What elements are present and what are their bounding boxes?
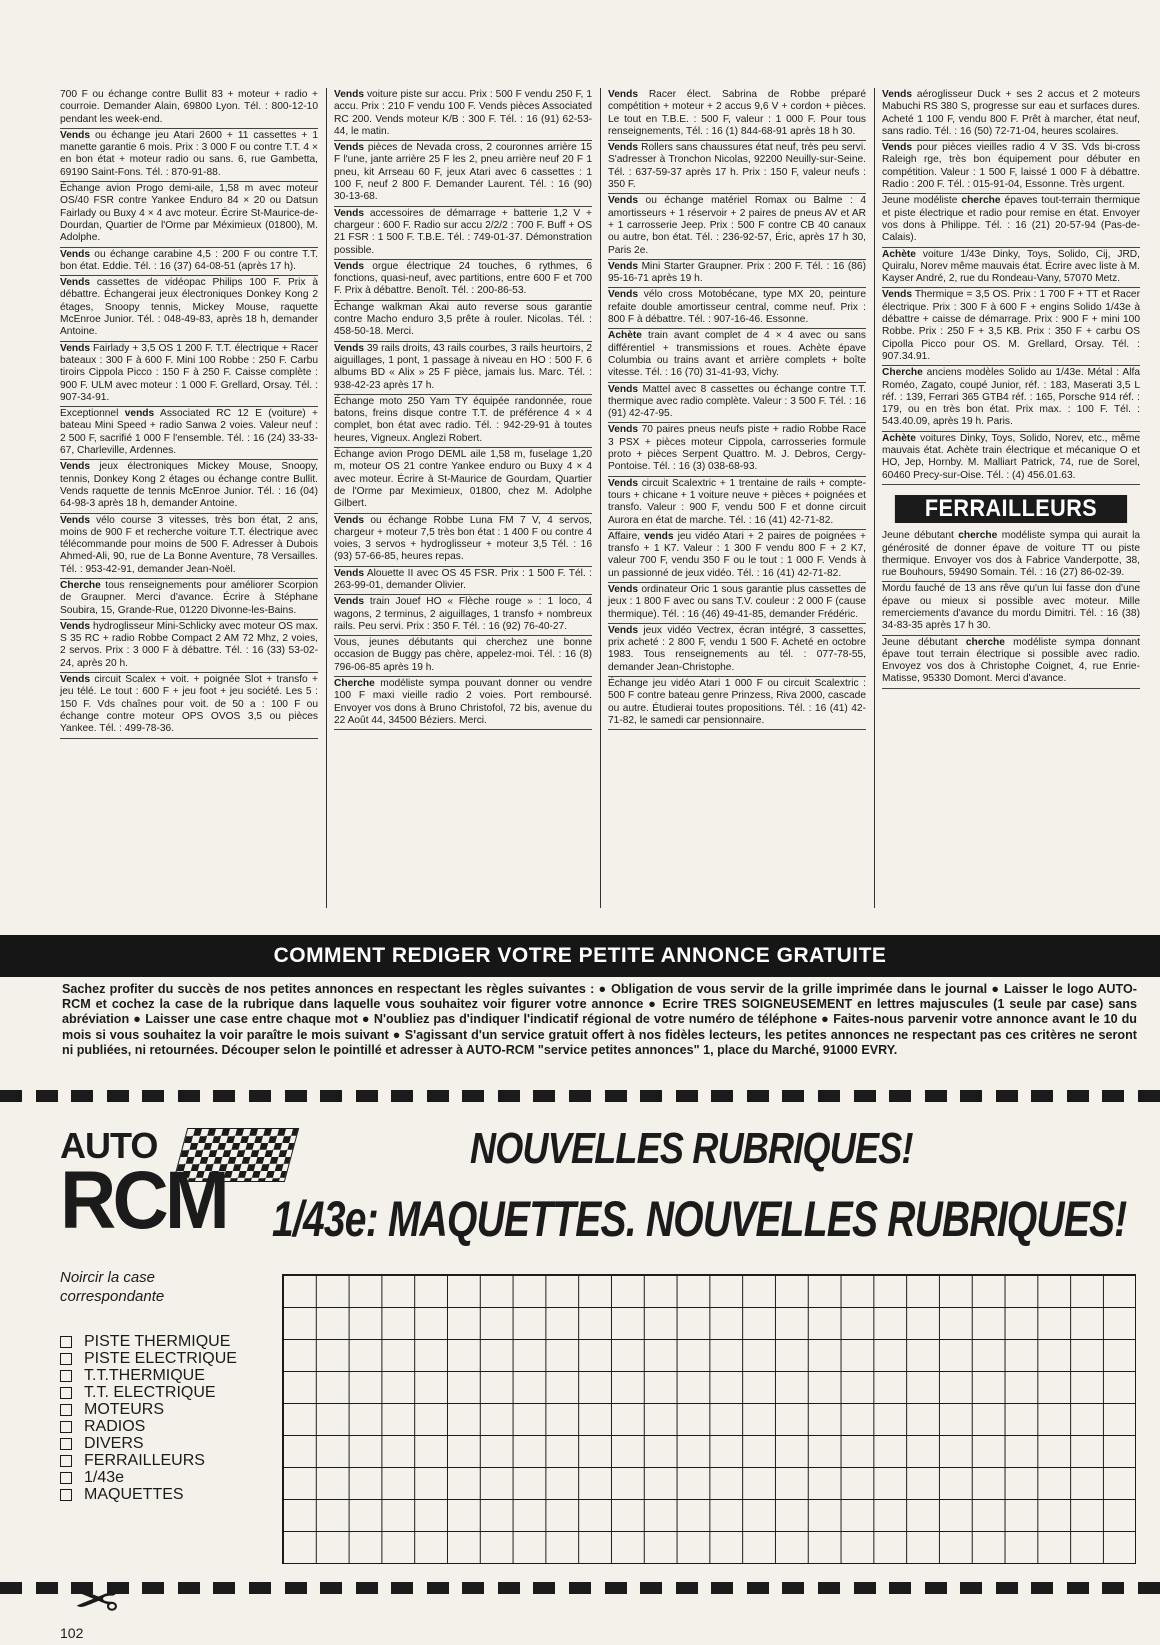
classified-ad: Vends circuit Scalextric + 1 trentaine de rails + compte-tours + chicane + 1 voiture neuve + pièces + poignées et transfo. Valeur : 900 F, vendu 500 F et donne circuit Aurora en état de marche. Tél. : 16 (41) 42-71-82. bbox=[608, 477, 866, 530]
dash-mark bbox=[142, 1090, 164, 1102]
dash-mark bbox=[356, 1090, 378, 1102]
classified-ad: Vends ou échange matériel Romax ou Balme : 4 amortisseurs + 1 réservoir + 2 paires de pneus AV et AR + 1 carrosserie Jeep. Prix : 500 F contre CB 40 canaux ou autre, bon état. Tél. : 236-92-57, Éric, après 17 h 30, Paris 2e. bbox=[608, 194, 866, 259]
dash-mark bbox=[1031, 1582, 1053, 1594]
scissors-icon: ✂ bbox=[74, 1567, 120, 1627]
rubrique-option[interactable] bbox=[60, 1367, 237, 1384]
column-rule bbox=[600, 88, 601, 908]
dash-mark bbox=[0, 1090, 22, 1102]
dash-mark bbox=[391, 1090, 413, 1102]
dash-mark bbox=[1031, 1090, 1053, 1102]
checkbox-icon[interactable] bbox=[60, 1438, 72, 1450]
dash-mark bbox=[427, 1090, 449, 1102]
dash-mark bbox=[498, 1090, 520, 1102]
classified-ad: Jeune modéliste cherche épaves tout-terrain thermique et piste électrique et radio pour remise en état. Envoyer vos dons à Philippe. Tél. : 16 (21) 20-57-94 (Pas-de-Calais). bbox=[882, 194, 1140, 247]
classified-ad: Vends Mini Starter Graupner. Prix : 200 F. Tél. : 16 (86) 95-16-71 après 19 h. bbox=[608, 260, 866, 289]
classified-columns bbox=[60, 88, 1140, 908]
dash-mark bbox=[640, 1090, 662, 1102]
classified-ad: Vends ordinateur Oric 1 sous garantie plus cassettes de jeux : 1 800 F avec ou sans T.V. couleur : 2 000 F (cause thermique). Tél. : 16 (46) 49-41-85, demander Frédéric. bbox=[608, 583, 866, 624]
checkbox-icon[interactable] bbox=[60, 1387, 72, 1399]
classified-ad: Vends orgue électrique 24 touches, 6 rythmes, 6 fonctions, quasi-neuf, avec partitions, entre 600 F et 700 F. Prix à débattre. Benoît. Tél. : 200-86-53. bbox=[334, 260, 592, 301]
auto-rcm-logo bbox=[60, 1125, 290, 1246]
rubrique-option[interactable] bbox=[60, 1486, 237, 1503]
dash-mark bbox=[996, 1582, 1018, 1594]
dash-mark bbox=[249, 1090, 271, 1102]
dash-mark bbox=[996, 1090, 1018, 1102]
dash-mark bbox=[747, 1090, 769, 1102]
classified-ad: Achète voiture 1/43e Dinky, Toys, Solido, Cij, JRD, Quiralu, Norev même mauvais état. Écrire avec liste à M. Kayser André, 2, rue du Rondeau-Vany, 57070 Metz. bbox=[882, 248, 1140, 289]
logo-rcm-text: RCM bbox=[60, 1155, 227, 1246]
dash-mark bbox=[925, 1582, 947, 1594]
rubrique-option[interactable] bbox=[60, 1469, 237, 1486]
classified-ad: Exceptionnel vends Associated RC 12 E (voiture) + bateau Mini Speed + radio Sanwa 2 voies. Valeur neuf : 2 500 F, sacrifié 1 000 F l'ensemble. Tél. : 16 (24) 33-33-67, Charleville, Ardennes. bbox=[60, 407, 318, 460]
dash-mark bbox=[533, 1090, 555, 1102]
classified-ad: Vends vélo cross Motobécane, type MX 20, peinture refaite double amortisseur central, comme neuf. Prix : 800 F à débattre. Tél. : 907-16-46. Essonne. bbox=[608, 288, 866, 329]
dash-mark bbox=[533, 1582, 555, 1594]
classified-ad: Affaire, vends jeu vidéo Atari + 2 paires de poignées + transfo + 1 K7. Valeur : 1 300 F vendu 800 F + 2 K7, valeur 700 F, vendu 350 F ou le tout : 1 000 F. Vends à un passionné de jeux vidéo. Tél. : 16 (41) 42-71-82. bbox=[608, 530, 866, 583]
classified-ad: Jeune débutant cherche modéliste sympa qui aurait la générosité de donner épave de voiture TT ou piste thermique. Envoyer vos dos à Fabrice Vanderpotte, 38, rue Bouhours, 59490 Somain. Tél. : 16 (27) 86-02-39. bbox=[882, 529, 1140, 582]
rubrique-label: MOTEURS bbox=[84, 1401, 164, 1418]
how-to-write-banner: COMMENT REDIGER VOTRE PETITE ANNONCE GRATUITE bbox=[0, 935, 1160, 977]
dash-mark bbox=[676, 1582, 698, 1594]
classified-ad: Vends Racer élect. Sabrina de Robbe préparé compétition + moteur + 2 accus 9,6 V + cordon + pièces. Le tout en T.B.E. : 500 F, valeur : 1 000 F. Pour tous renseignements, Tél. : 16 (1) 844-68-91 après 18 h 30. bbox=[608, 88, 866, 141]
classified-ad: Cherche tous renseignements pour améliorer Scorpion de Graupner. Merci d'avance. Écrire à Stéphane Soubira, 15, Grande-Rue, 01220 Divonne-les-Bains. bbox=[60, 579, 318, 620]
dash-mark bbox=[36, 1582, 58, 1594]
dash-mark bbox=[854, 1582, 876, 1594]
dash-mark bbox=[711, 1090, 733, 1102]
checkbox-icon[interactable] bbox=[60, 1472, 72, 1484]
classified-ad: Vends pour pièces vieilles radio 4 V 3S. Vds bi-cross Raleigh rge, très bon équipement pour débuter en compétition. Valeur : 1 500 F, laissé 1 000 F à débattre. Radio : 200 F. Tél. : 015-91-04, Essonne. Très urgent. bbox=[882, 141, 1140, 194]
classified-ad: Vous, jeunes débutants qui cherchez une bonne occasion de Buggy pas chère, appelez-moi. Tél. : 16 (8) 796-06-85 après 19 h. bbox=[334, 636, 592, 677]
classified-ad: Vends Thermique = 3,5 OS. Prix : 1 700 F + TT et Racer électrique. Prix : 300 F à 600 F + engins Solido 1/43e à débattre + caisse de démarrage. Prix : 900 F + mini 100 Robbe. Prix : 250 F + 3,5 KB. Prix : 350 F + carbu OS Cipolla Picco pour OS. M. Grellard, Orsay. Tél. : 907.34.91. bbox=[882, 288, 1140, 366]
column-rule bbox=[874, 88, 875, 908]
rules-paragraph: Sachez profiter du succès de nos petites annonces en respectant les règles suivantes : ● Obligation de vous servir de la grille imprimée dans le journal ● Laisser le logo AUTO-RCM et cochez la case de la rubrique dans laquelle vous souhaitez voir figurer votre annonce ● Ecrire TRES SOIGNEUSEMENT en lettres majuscules (1 seule par case) sans abréviation ● Laisser une case entre chaque mot ● N'oubliez pas d'indiquer l'indicatif régional de votre numéro de téléphone ● Faites-nous parvenir votre annonce avant le 10 du mois si vous souhaitez la voir paraître le mois suivant ● S'agissant d'un service gratuit offert à nos fidèles lecteurs, les petites annonces ne respectant pas ces critères ne seront ni publiées, ni retournées. Découper selon le pointillé et adresser à AUTO-RCM "service petites annonces" 1, place du Marché, 91000 EVRY. bbox=[62, 982, 1137, 1057]
rubrique-label: RADIOS bbox=[84, 1418, 146, 1435]
dash-mark bbox=[1138, 1582, 1160, 1594]
rubrique-label: PISTE THERMIQUE bbox=[84, 1333, 231, 1350]
rubrique-label: 1/43e bbox=[84, 1469, 125, 1486]
dash-mark bbox=[1067, 1090, 1089, 1102]
classified-ad: Cherche anciens modèles Solido au 1/43e. Métal : Alfa Roméo, Zagato, coupé Junior, réf. : 183, Maserati 3,5 L réf. : 139, Ferrari 365 GTB4 réf. : 165, Porsche 914 réf. : 179, ou en très bon état. Prix max. : 100 F. Tél. : 543.40.09, après 19 h. Paris. bbox=[882, 366, 1140, 431]
section-heading-ferrailleurs: FERRAILLEURS bbox=[895, 495, 1127, 523]
dash-mark bbox=[1102, 1582, 1124, 1594]
classified-ad: Vends Rollers sans chaussures état neuf, très peu servi. S'adresser à Tronchon Nicolas, 92200 Neuilly-sur-Seine. Tél. : 637-59-37 après 17 h. Prix : 150 F, valeur neufs : 350 F. bbox=[608, 141, 866, 194]
promo-headline-1: NOUVELLES RUBRIQUES! bbox=[470, 1124, 913, 1173]
rubrique-label: FERRAILLEURS bbox=[84, 1452, 205, 1469]
rubrique-option[interactable] bbox=[60, 1384, 237, 1401]
checkbox-icon[interactable] bbox=[60, 1489, 72, 1501]
classified-ad: Vends train Jouef HO « Flèche rouge » : 1 loco, 4 wagons, 2 terminus, 2 aiguillages, 1 transfo + nombreux rails. Peu servi. Prix : 350 F. Tél. : 16 (92) 76-40-27. bbox=[334, 595, 592, 636]
checkbox-icon[interactable] bbox=[60, 1421, 72, 1433]
dash-mark bbox=[925, 1090, 947, 1102]
dash-mark bbox=[818, 1582, 840, 1594]
dash-mark bbox=[676, 1090, 698, 1102]
dash-mark bbox=[818, 1090, 840, 1102]
classified-ad: Vends ou échange jeu Atari 2600 + 11 cassettes + 1 manette garantie 6 mois. Prix : 3 000 F ou contre T.T. 4 × en bon état + moteur radio ou sans. 6, rue Gambetta, 69190 Saint-Fons. Tél. : 870-91-88. bbox=[60, 129, 318, 182]
dash-mark bbox=[960, 1582, 982, 1594]
dash-mark bbox=[71, 1090, 93, 1102]
dash-mark bbox=[782, 1090, 804, 1102]
dash-mark bbox=[142, 1582, 164, 1594]
classified-ad: Vends Fairlady + 3,5 OS 1 200 F. T.T. électrique + Racer bateaux : 300 F à 600 F. Mini 100 Robbe : 250 F. Carbu tiroirs Cippola Picco : 150 F à 250 F. Caisse complète : 900 F. ULM avec moteur : 1 000 F. Grellard, Orsay. Tél. : 907-34-91. bbox=[60, 342, 318, 407]
classified-ad: Vends ou échange carabine 4,5 : 200 F ou contre T.T. bon état. Eddie. Tél. : 16 (37) 64-08-51 (après 17 h). bbox=[60, 248, 318, 277]
rubrique-label: MAQUETTES bbox=[84, 1486, 184, 1503]
dash-mark bbox=[213, 1090, 235, 1102]
dash-mark bbox=[605, 1090, 627, 1102]
classified-ad: Vends aéroglisseur Duck + ses 2 accus et 2 moteurs Mabuchi RS 380 S, progresse sur eau et surfaces dures. Acheté 1 100 F, vendu 800 F. Prêt à marcher, état neuf, sans radio. Tél. : 16 (50) 72-71-04, heures scolaires. bbox=[882, 88, 1140, 141]
ad-column-3 bbox=[608, 88, 866, 730]
dash-mark bbox=[391, 1582, 413, 1594]
ad-column-2 bbox=[334, 88, 592, 730]
dash-mark bbox=[1067, 1582, 1089, 1594]
dash-mark bbox=[889, 1090, 911, 1102]
checkbox-icon[interactable] bbox=[60, 1370, 72, 1382]
classified-ad: Vends Alouette II avec OS 45 FSR. Prix : 1 500 F. Tél. : 263-99-01, demander Olivier. bbox=[334, 567, 592, 596]
rubrique-label: T.T. ELECTRIQUE bbox=[84, 1384, 216, 1401]
classified-ad: Vends Mattel avec 8 cassettes ou échange contre T.T. thermique avec radio complète. Valeur : 3 500 F. Tél. : 16 (91) 42-47-95. bbox=[608, 383, 866, 424]
checkbox-icon[interactable] bbox=[60, 1455, 72, 1467]
rubrique-option[interactable] bbox=[60, 1418, 237, 1435]
classified-ad: 700 F ou échange contre Bullit 83 + moteur + radio + courroie. Demander Alain, 69800 Lyon. Tél. : 800-12-10 pendant les week-end. bbox=[60, 88, 318, 129]
rubrique-label: PISTE ELECTRIQUE bbox=[84, 1350, 237, 1367]
form-hint: Noircir la case correspondante bbox=[60, 1269, 165, 1305]
classified-ad: Vends circuit Scalex + voit. + poignée Slot + transfo + jeu télé. Le tout : 600 F + jeu foot + jeu société. Les 5 : 150 F. Vds chaînes pour voit. de 50 a : 100 F ou échange contre moteur OPS OVOS 3,5 ou pièces Yankee. Tél. : 499-78-36. bbox=[60, 673, 318, 738]
dash-mark bbox=[0, 1582, 22, 1594]
cut-line-bottom bbox=[0, 1582, 1160, 1598]
classified-ad: Vends ou échange Robbe Luna FM 7 V, 4 servos, chargeur + moteur 7,5 très bon état : 1 400 F ou contre 4 voies, 3 servos + hydroglisseur + moteur 3,5 Tél. : 16 (93) 57-66-85, heures repas. bbox=[334, 514, 592, 567]
rubrique-option[interactable] bbox=[60, 1401, 237, 1418]
dash-mark bbox=[213, 1582, 235, 1594]
dash-mark bbox=[178, 1582, 200, 1594]
logo-auto-text: AUTO bbox=[60, 1125, 158, 1166]
dash-mark bbox=[782, 1582, 804, 1594]
ad-writing-grid[interactable] bbox=[282, 1274, 1136, 1564]
dash-mark bbox=[285, 1582, 307, 1594]
cut-line-top bbox=[0, 1090, 1160, 1106]
ad-column-1 bbox=[60, 88, 318, 739]
classified-ad: Mordu fauché de 13 ans rêve qu'un lui fasse don d'une épave ou mieux si possible avec moteur. Mille remerciements d'avance du mordu Dimitri. Tél. : 16 (38) 34-83-35 après 17 h 30. bbox=[882, 582, 1140, 635]
dash-mark bbox=[960, 1090, 982, 1102]
classified-ad: Achète train avant complet de 4 × 4 avec ou sans différentiel + transmissions et roues. Achète épave Columbia ou trains avant et arrière complets + boîte vitesse. Tél. : 16 (70) 31-41-93, Vichy. bbox=[608, 329, 866, 382]
classified-ad: Vends accessoires de démarrage + batterie 1,2 V + chargeur : 600 F. Radio sur accu 2/2/2 : 700 F. Buff + OS 21 FSR : 1 500 F. T.B.E. Tél. : 749-01-37. Démonstration possible. bbox=[334, 207, 592, 260]
rubrique-label: T.T.THERMIQUE bbox=[84, 1367, 205, 1384]
dash-mark bbox=[462, 1090, 484, 1102]
classified-ad: Vends cassettes de vidéopac Philips 100 F. Prix à débattre. Échangerai jeux électroniques Donkey Kong 2 étages, Snoopy tennis, Mickey Mouse, raquette McEnroe Junior. Tél. : 048-49-83, après 18 h, demander Antoine. bbox=[60, 276, 318, 341]
classified-ad: Vends 39 rails droits, 43 rails courbes, 3 rails heurtoirs, 2 aiguillages, 1 pont, 1 passage à niveau en HO : 500 F. 6 albums BD « Alix » 25 F pièce, jamais lus. Marc. Tél. : 938-42-23 après 17 h. bbox=[334, 342, 592, 395]
rubrique-option[interactable] bbox=[60, 1333, 237, 1350]
page-number: 102 bbox=[60, 1625, 84, 1641]
dash-mark bbox=[605, 1582, 627, 1594]
dash-mark bbox=[178, 1090, 200, 1102]
classified-ad: Achète voitures Dinky, Toys, Solido, Norev, etc., même mauvais état. Achète train électrique et mécanique O et HO, Jep, Hornby. M. Malliart Patrick, 74, rue de Sorel, 60460 Precy-sur-Oise. Tél. : (4) 456.01.63. bbox=[882, 432, 1140, 485]
rubrique-option[interactable] bbox=[60, 1452, 237, 1469]
dash-mark bbox=[107, 1090, 129, 1102]
dash-mark bbox=[285, 1090, 307, 1102]
classified-ad: Vends voiture piste sur accu. Prix : 500 F vendu 250 F, 1 accu. Prix : 210 F vendu 100 F. Vends pièces Associated RC 200. Vends moteur K/B : 300 F. Tél. : 16 (91) 62-53-44, le matin. bbox=[334, 88, 592, 141]
dash-mark bbox=[889, 1582, 911, 1594]
checkbox-icon[interactable] bbox=[60, 1353, 72, 1365]
dash-mark bbox=[1138, 1090, 1160, 1102]
classified-ad: Échange avion Progo DEML aile 1,58 m, fuselage 1,20 m, moteur OS 21 contre Yankee enduro ou Buxy 4 × 4 avec moteur. Écrire à St-Maurice de Gourdam, Quartier de l'Orme par Meximieux, 01800, chez M. Adolphe Gilbert. bbox=[334, 448, 592, 513]
checkbox-icon[interactable] bbox=[60, 1404, 72, 1416]
rubrique-option[interactable] bbox=[60, 1350, 237, 1367]
classified-ad: Jeune débutant cherche modéliste sympa donnant épave tout terrain électrique si possible avec radio. Envoyez vos dos à Christophe Coignet, 4, rue Enrie-Matisse, 95330 Domont. Merci d'avance. bbox=[882, 636, 1140, 689]
dash-mark bbox=[498, 1582, 520, 1594]
classified-ad: Échange jeu vidéo Atari 1 000 F ou circuit Scalextric : 500 F contre bateau genre Prinzess, Riva 2000, cascade ou autre. Étudierai toutes propositions. Tél. : 16 (41) 42-71-82, le samedi car pensionnaire. bbox=[608, 677, 866, 730]
classified-ad: Échange avion Progo demi-aile, 1,58 m avec moteur OS/40 FSR contre Yankee Enduro 84 × 20 ou Datsun Fairlady ou Buxy 4 × 4 avc moteur. Écrire St-Maurice-de-Dourdan, Quartier de l'Orme par Méximieux (01800), M. Adolphe. bbox=[60, 182, 318, 247]
classified-ad: Échange moto 250 Yam TY équipée randonnée, roue batons, freins disque contre T.T. de préférence 4 × 4 complet, bon état avec radio. Tél. : 942-29-91 à toutes heures, Vigneux. Anglezi Robert. bbox=[334, 395, 592, 448]
dash-mark bbox=[569, 1090, 591, 1102]
dash-mark bbox=[711, 1582, 733, 1594]
rubrique-checklist bbox=[60, 1333, 237, 1503]
dash-mark bbox=[747, 1582, 769, 1594]
classified-ad: Vends jeux vidéo Vectrex, écran intégré, 3 cassettes, prix acheté : 2 800 F, vendu 1 500 F. Acheté en octobre 1983. Tous renseignements au tél. : 077-78-55, demander Jean-Christophe. bbox=[608, 624, 866, 677]
classified-ad: Vends jeux électroniques Mickey Mouse, Snoopy, tennis, Donkey Kong 2 étages ou échange contre Bullit. Vends raquette de tennis McEnroe Junior. Tél. : 16 (04) 64-98-3 après 18 h, demander Antoine. bbox=[60, 460, 318, 513]
checkbox-icon[interactable] bbox=[60, 1336, 72, 1348]
dash-mark bbox=[854, 1090, 876, 1102]
dash-mark bbox=[356, 1582, 378, 1594]
dash-mark bbox=[320, 1090, 342, 1102]
classified-ad: Vends hydroglisseur Mini-Schlicky avec moteur OS max. S 35 RC + radio Robbe Compact 2 AM 72 Mhz, 2 voies, 2 servos. Prix : 3 000 F à débattre. Tél. : 16 (33) 53-02-24, après 20 h. bbox=[60, 620, 318, 673]
rubrique-option[interactable] bbox=[60, 1435, 237, 1452]
classified-ad: Vends vélo course 3 vitesses, très bon état, 2 ans, moins de 900 F et recherche voiture T.T. électrique avec télécommande pour moins de 500 F. Adresser à Dubois Ahmed-Ali, 90, rue de La Bonne Aventure, 78 Versailles. Tél. : 953-42-91, demander Jean-Noël. bbox=[60, 514, 318, 579]
classified-ad: Cherche modéliste sympa pouvant donner ou vendre 100 F maxi vieille radio 2 voies. Port remboursé. Envoyer vos dons à Bruno Christofol, 72 bis, avenue du 22 Août 44, 34500 Béziers. Merci. bbox=[334, 677, 592, 730]
ad-column-4 bbox=[882, 88, 1140, 689]
dash-mark bbox=[36, 1090, 58, 1102]
classified-ad: Vends pièces de Nevada cross, 2 couronnes arrière 15 F l'une, jante arrière 25 F les 2, pneu arrière neuf 20 F 1 pneu, kit Arrseau 60 F, jeux Atari avec 6 cassettes : 1 100 F, neuf 2 800 F. Demander Laurent. Tél. : 16 (90) 30-13-68. bbox=[334, 141, 592, 206]
dash-mark bbox=[427, 1582, 449, 1594]
rubrique-label: DIVERS bbox=[84, 1435, 144, 1452]
dash-mark bbox=[249, 1582, 271, 1594]
dash-mark bbox=[462, 1582, 484, 1594]
dash-mark bbox=[569, 1582, 591, 1594]
column-rule bbox=[326, 88, 327, 908]
classified-ad: Vends 70 paires pneus neufs piste + radio Robbe Race 3 PSX + pièces moteur Cippola, carrosseries formule proto + pièces Serpent Quattro. M. J. Debros, Cergy-Pontoise. Tél. : 16 (3) 038-68-93. bbox=[608, 423, 866, 476]
dash-mark bbox=[320, 1582, 342, 1594]
promo-headline-2: 1/43e: MAQUETTES. NOUVELLES RUBRIQUES! bbox=[272, 1191, 1127, 1247]
dash-mark bbox=[640, 1582, 662, 1594]
classified-ad: Échange walkman Akai auto reverse sous garantie contre Macho enduro 3,5 prête à rouler. Nicolas. Tél. : 458-50-18. Merci. bbox=[334, 301, 592, 342]
dash-mark bbox=[1102, 1090, 1124, 1102]
